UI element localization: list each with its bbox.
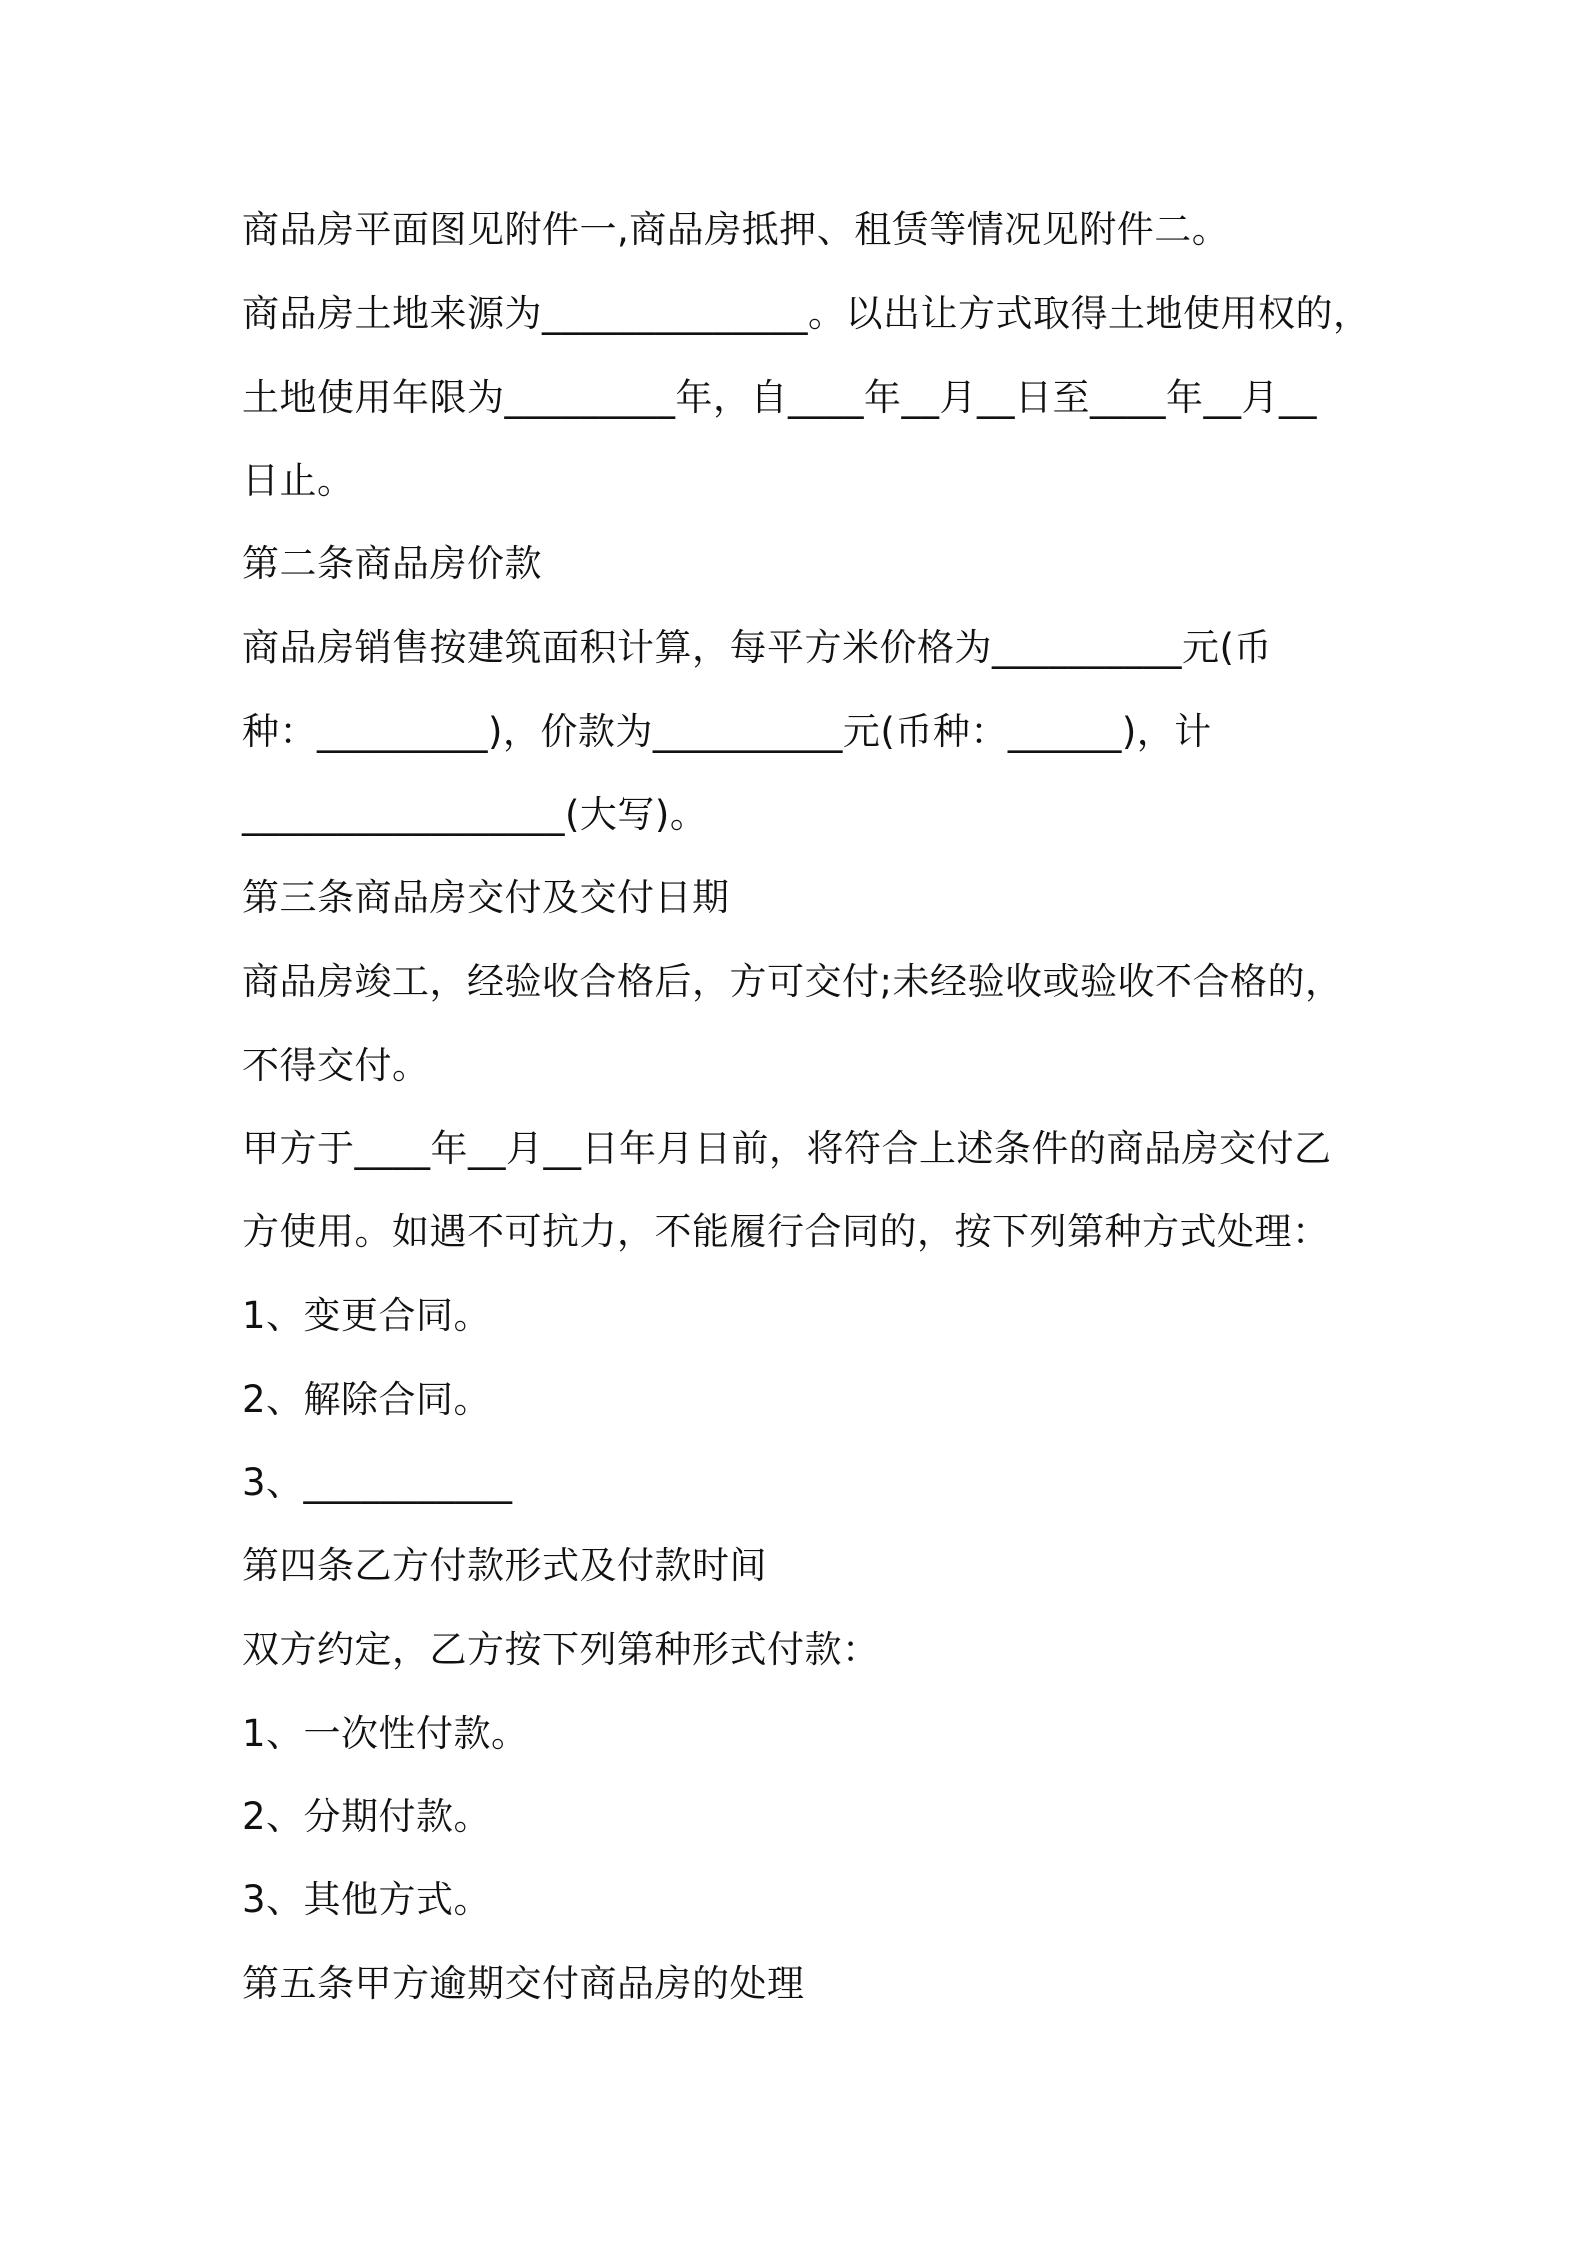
text-line-delivery-condition-end: 不得交付。 bbox=[242, 1044, 430, 1087]
text-line-total-price: 种：_________)，价款为__________元(币种：______)，计 bbox=[242, 710, 1212, 753]
list-item-lump-sum: 1、一次性付款。 bbox=[242, 1712, 529, 1755]
text-line-price-in-words: _________________(大写)。 bbox=[242, 793, 708, 836]
text-line-land-term-end: 日止。 bbox=[242, 459, 355, 502]
list-item-other-blank: 3、___________ bbox=[242, 1461, 513, 1504]
section-heading-delivery: 第三条商品房交付及交付日期 bbox=[242, 876, 730, 919]
list-item-terminate-contract: 2、解除合同。 bbox=[242, 1378, 492, 1421]
section-heading-price: 第二条商品房价款 bbox=[242, 542, 542, 585]
text-line-land-term: 土地使用年限为_________年，自____年__月__日至____年__月__ bbox=[242, 376, 1317, 419]
text-line-land-source: 商品房土地来源为______________。以出让方式取得土地使用权的， bbox=[242, 292, 1371, 335]
text-line-attachments: 商品房平面图见附件一,商品房抵押、租赁等情况见附件二。 bbox=[242, 208, 1230, 251]
section-heading-payment: 第四条乙方付款形式及付款时间 bbox=[242, 1544, 767, 1587]
text-line-delivery-condition: 商品房竣工，经验收合格后，方可交付;未经验收或验收不合格的， bbox=[242, 960, 1343, 1003]
list-item-other-method: 3、其他方式。 bbox=[242, 1878, 492, 1921]
list-item-installments: 2、分期付款。 bbox=[242, 1795, 492, 1838]
text-line-force-majeure: 方使用。如遇不可抗力，不能履行合同的，按下列第种方式处理： bbox=[242, 1210, 1330, 1253]
text-line-payment-agreement: 双方约定，乙方按下列第种形式付款： bbox=[242, 1628, 880, 1671]
list-item-change-contract: 1、变更合同。 bbox=[242, 1294, 492, 1337]
text-line-delivery-date: 甲方于____年__月__日年月日前，将符合上述条件的商品房交付乙 bbox=[242, 1127, 1332, 1170]
section-heading-late-delivery: 第五条甲方逾期交付商品房的处理 bbox=[242, 1962, 805, 2005]
text-line-price-per-sqm: 商品房销售按建筑面积计算，每平方米价格为__________元(币 bbox=[242, 626, 1272, 669]
